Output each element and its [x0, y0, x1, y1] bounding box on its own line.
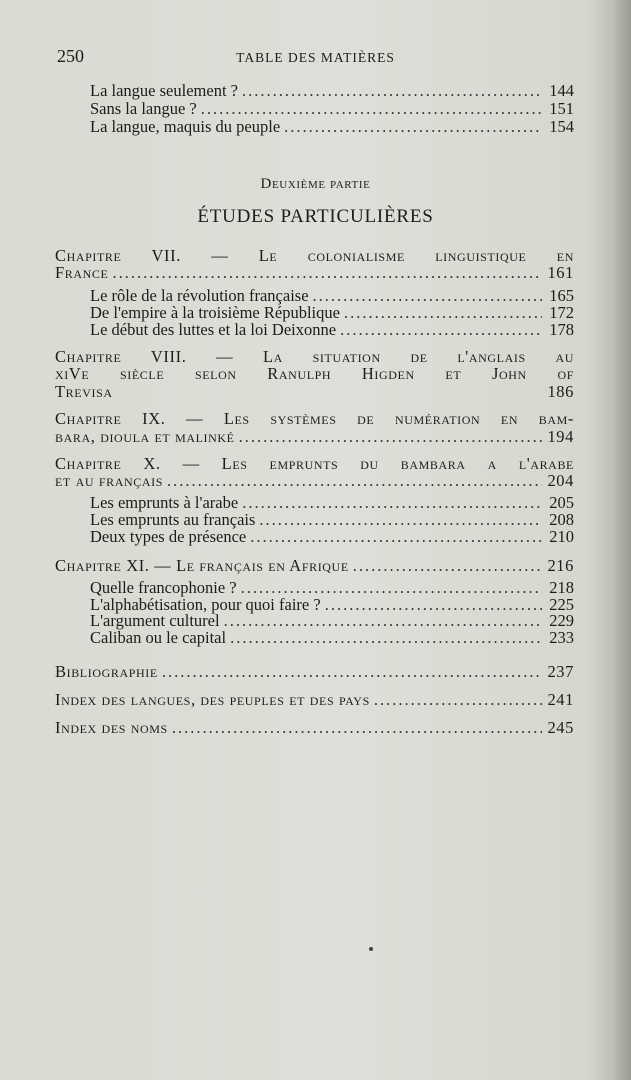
toc-entry-label: Caliban ou le capital	[90, 628, 227, 647]
toc-entry-page: 165	[549, 286, 574, 305]
dot-leader	[259, 511, 542, 529]
chapter-8-entry	[55, 383, 574, 401]
dot-leader	[167, 472, 542, 490]
chapter-9-title: Chapitre IX. — Les systèmes de numération en bam-	[55, 409, 574, 428]
page-number: 250	[57, 46, 84, 66]
dot-leader	[242, 494, 542, 512]
chapter-11-page: 216	[547, 556, 574, 575]
toc-entry-label: Index des langues, des peuples et des pays	[55, 690, 370, 709]
chapter-8-page: 186	[547, 382, 574, 401]
toc-entry-label: Sans la langue ?	[90, 99, 197, 118]
toc-entry-page: 210	[549, 527, 574, 546]
running-head: TABLE DES MATIÈRES	[236, 50, 395, 65]
ink-speck	[369, 947, 373, 951]
chapter-10-title: Chapitre X. — Les emprunts du bambara a l'arabe	[55, 454, 574, 473]
dot-leader	[162, 663, 542, 681]
dot-leader	[201, 100, 542, 118]
toc-entry-label: Le rôle de la révolution française	[90, 286, 309, 305]
toc-entry-label: Les emprunts au français	[90, 510, 256, 529]
toc-entry	[90, 118, 574, 136]
toc-entry-page: 229	[549, 611, 574, 630]
toc-entry-label: Index des noms	[55, 718, 168, 737]
toc-entry-label: La langue, maquis du peuple	[90, 117, 281, 136]
toc-entry-page: 178	[549, 320, 574, 339]
toc-entry-page: 172	[549, 303, 574, 322]
toc-entry-page: 208	[549, 510, 574, 529]
chapter-9-title-cont: bara, dioula et malinké	[55, 427, 235, 446]
chapter-7-title-cont: France	[55, 263, 109, 282]
chapter-8-title-cont: xiVe siècle selon Ranulph Higden et John of	[55, 364, 574, 383]
toc-entry-label: L'argument culturel	[90, 611, 220, 630]
toc-entry-page: 233	[549, 628, 574, 647]
dot-leader	[239, 428, 542, 446]
chapter-11-entry	[55, 557, 574, 575]
toc-entry-label: De l'empire à la troisième République	[90, 303, 340, 322]
toc-entry-page: 151	[549, 99, 574, 118]
dot-leader	[242, 82, 542, 100]
toc-entry-label: Le début des luttes et la loi Deixonne	[90, 320, 337, 339]
chapter-10-title-cont: et au français	[55, 471, 163, 490]
index-languages-entry	[55, 691, 574, 709]
toc-entry-label: L'alphabétisation, pour quoi faire ?	[90, 595, 321, 614]
toc-entry-page: 225	[549, 595, 574, 614]
dot-leader	[340, 321, 542, 339]
toc-entry-page: 241	[547, 690, 574, 709]
part-title: ÉTUDES PARTICULIÈRES	[197, 206, 434, 227]
toc-entry-page: 245	[547, 718, 574, 737]
dot-leader	[224, 612, 542, 630]
dot-leader	[172, 719, 542, 737]
toc-entry	[90, 629, 574, 647]
chapter-9-page: 194	[547, 427, 574, 446]
dot-leader	[374, 691, 542, 709]
dot-leader	[313, 287, 542, 305]
toc-entry-label: Bibliographie	[55, 662, 158, 681]
chapter-9-entry	[55, 428, 574, 446]
toc-entry-label: Deux types de présence	[90, 527, 247, 546]
toc-entry-page: 205	[549, 493, 574, 512]
toc-entry	[90, 528, 574, 546]
index-names-entry	[55, 719, 574, 737]
chapter-8-title-end: Trevisa	[55, 382, 113, 401]
part-heading: Deuxième partie	[260, 176, 371, 192]
chapter-8-title: Chapitre VIII. — La situation de l'anglais au	[55, 347, 574, 366]
dot-leader	[353, 557, 542, 575]
toc-entry-label: La langue seulement ?	[90, 81, 238, 100]
dot-leader	[284, 118, 542, 136]
chapter-7-entry	[55, 264, 574, 282]
toc-entry	[90, 321, 574, 339]
chapter-11-title: Chapitre XI. — Le français en Afrique	[55, 556, 349, 575]
toc-entry	[90, 82, 574, 100]
toc-entry-page: 218	[549, 578, 574, 597]
toc-entry-label: Les emprunts à l'arabe	[90, 493, 239, 512]
toc-entry	[90, 100, 574, 118]
bibliography-entry	[55, 663, 574, 681]
toc-entry-label: Quelle francophonie ?	[90, 578, 237, 597]
chapter-10-page: 204	[547, 471, 574, 490]
dot-leader	[230, 629, 542, 647]
chapter-10-entry	[55, 472, 574, 490]
chapter-7-page: 161	[547, 263, 574, 282]
toc-entry-page: 154	[549, 117, 574, 136]
dot-leader	[250, 528, 542, 546]
dot-leader	[344, 304, 542, 322]
chapter-7-title: Chapitre VII. — Le colonialisme linguistique en	[55, 246, 574, 265]
toc-entry-page: 144	[549, 81, 574, 100]
dot-leader	[112, 264, 542, 282]
toc-entry-page: 237	[547, 662, 574, 681]
